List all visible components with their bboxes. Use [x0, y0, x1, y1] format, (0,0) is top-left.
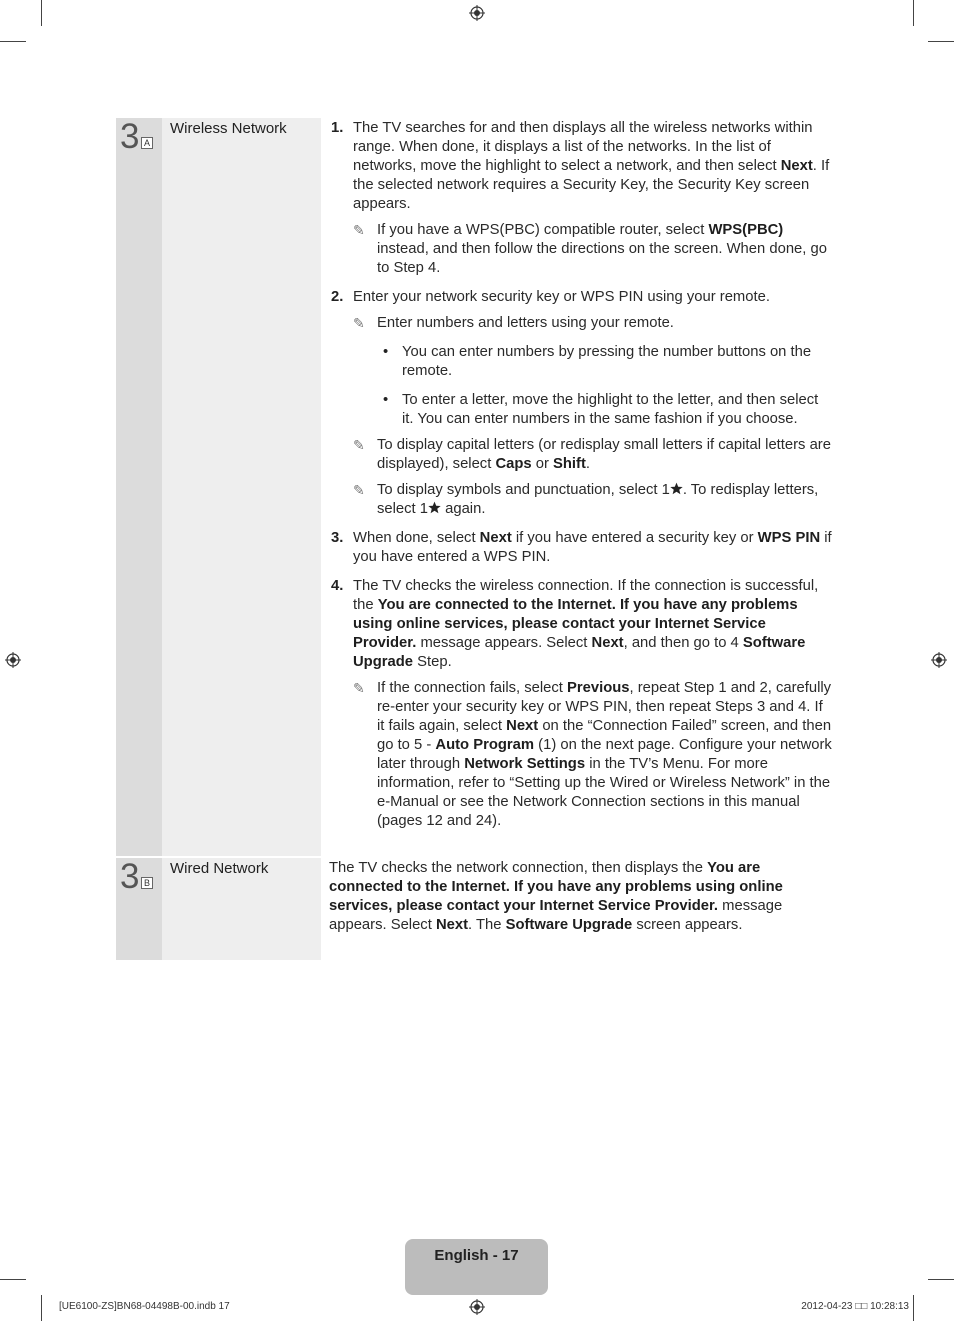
text: message appears. Select	[416, 635, 592, 651]
text: . To redisplay letters, select 1	[377, 482, 819, 517]
registration-mark-icon	[469, 1299, 485, 1315]
step-3b-content	[329, 859, 833, 935]
numbered-step-2	[331, 288, 833, 519]
bold-text: Next	[479, 530, 512, 546]
bullet-dot: •	[383, 392, 389, 408]
bold-text: Network Settings	[464, 756, 586, 772]
text: Step.	[413, 654, 452, 670]
bullet-item	[353, 343, 833, 381]
registration-mark-icon	[931, 652, 947, 668]
print-slug-left: [UE6100-ZS]BN68-04498B-00.indb 17	[59, 1301, 230, 1312]
text: again.	[441, 501, 486, 517]
note	[353, 481, 833, 519]
star-icon	[670, 482, 683, 495]
crop-mark	[913, 1295, 914, 1321]
bold-text: You are connected to the Internet. If you have any problems using online services, please contact your Internet Service Provider.	[353, 597, 798, 651]
text: To display capital letters (or redisplay small letters if capital letters are displayed), select	[377, 437, 831, 472]
step-number-column	[116, 858, 162, 960]
bold-text: WPS PIN	[757, 530, 821, 546]
pencil-icon: ✎	[353, 482, 365, 498]
registration-mark-icon	[5, 652, 21, 668]
pencil-icon: ✎	[353, 680, 365, 696]
text: You can enter numbers by pressing the number buttons on the remote.	[402, 344, 812, 379]
step-index: 4.	[331, 578, 344, 594]
bold-text: Caps	[495, 456, 532, 472]
text: . The	[468, 917, 506, 933]
text: Enter numbers and letters using your remote.	[377, 315, 674, 331]
bold-text: Software Upgrade	[505, 917, 633, 933]
print-slug-right: 2012-04-23 □□ 10:28:13	[801, 1301, 909, 1312]
text: , repeat Step 1 and 2, carefully re-enter your security key or WPS PIN, then repeat Steps 3 and 4. If it fails again, select	[377, 680, 832, 734]
bold-text: Previous	[567, 680, 630, 696]
step-title: Wireless Network	[170, 120, 287, 137]
text: To display symbols and punctuation, select 1	[377, 482, 670, 498]
bold-text: Next	[506, 718, 539, 734]
text: The TV checks the network connection, then displays the	[329, 860, 708, 876]
step-title-column	[162, 858, 321, 960]
step-badge: B	[141, 877, 153, 889]
step-3a-content	[331, 119, 833, 841]
text: If the connection fails, select	[377, 680, 567, 696]
bold-text: Next	[591, 635, 624, 651]
text: if you have entered a WPS PIN.	[353, 530, 832, 565]
step-index: 1.	[331, 120, 344, 136]
bold-text: Shift	[553, 456, 586, 472]
crop-mark	[41, 1295, 42, 1321]
pencil-icon: ✎	[353, 315, 365, 331]
bold-text: Auto Program	[435, 737, 535, 753]
text: When done, select	[353, 530, 480, 546]
text: , and then go to 4	[623, 635, 743, 651]
text: on the “Connection Failed” screen, and then go to 5 -	[377, 718, 832, 753]
star-icon	[428, 501, 441, 514]
bullet-item	[353, 391, 833, 429]
bold-text: Software Upgrade	[353, 635, 806, 670]
bold-text: WPS(PBC)	[708, 222, 784, 238]
bold-text: Next	[435, 917, 469, 933]
step-title: Wired Network	[170, 860, 269, 877]
text: message appears. Select	[329, 898, 783, 933]
step-number-column	[116, 118, 162, 856]
text: .	[585, 456, 591, 472]
text: (1) on the next page. Configure your network later through	[377, 737, 832, 772]
step-number: 3	[120, 117, 140, 156]
text: . If the selected network requires a Security Key, the Security Key screen appears.	[353, 158, 830, 212]
pencil-icon: ✎	[353, 222, 365, 238]
pencil-icon: ✎	[353, 437, 365, 453]
crop-mark	[0, 41, 26, 42]
text: The TV checks the wireless connection. If the connection is successful, the	[353, 578, 819, 613]
crop-mark	[928, 41, 954, 42]
crop-mark	[0, 1279, 26, 1280]
text: in the TV’s Menu. For more information, refer to “Setting up the Wired or Wireless Network” in the e-Manual or see the Network Connection sections in this manual (pages 12 and 24).	[377, 756, 831, 829]
step-title-column	[162, 118, 321, 856]
step-index: 3.	[331, 530, 344, 546]
text: if you have entered a security key or	[511, 530, 758, 546]
bullet-dot: •	[383, 344, 389, 360]
note	[353, 436, 833, 474]
bold-text: You are connected to the Internet. If you have any problems using online services, please contact your Internet Service Provider.	[329, 860, 783, 914]
note	[353, 221, 833, 278]
bold-text: Next	[780, 158, 813, 174]
text: instead, and then follow the directions on the screen. When done, go to Step 4.	[377, 241, 827, 276]
page-number-label: English - 17	[434, 1247, 519, 1264]
text: screen appears.	[632, 917, 743, 933]
step-badge: A	[141, 137, 153, 149]
text: The TV searches for and then displays all the wireless networks within range. When done, it displays a list of the networks. In the list of networks, move the highlight to select a network, and then select	[353, 120, 813, 174]
note	[353, 314, 833, 333]
step-index: 2.	[331, 289, 344, 305]
text: Enter your network security key or WPS PIN using your remote.	[353, 289, 770, 305]
numbered-step-3	[331, 529, 833, 567]
registration-mark-icon	[469, 5, 485, 21]
text: or	[531, 456, 554, 472]
numbered-step-1	[331, 119, 833, 278]
note	[353, 679, 833, 831]
crop-mark	[928, 1279, 954, 1280]
crop-mark	[913, 0, 914, 26]
text: If you have a WPS(PBC) compatible router, select	[377, 222, 709, 238]
text: To enter a letter, move the highlight to the letter, and then select it. You can enter numbers in the same fashion if you choose.	[402, 392, 819, 427]
numbered-step-4	[331, 577, 833, 831]
crop-mark	[41, 0, 42, 26]
step-number: 3	[120, 857, 140, 896]
